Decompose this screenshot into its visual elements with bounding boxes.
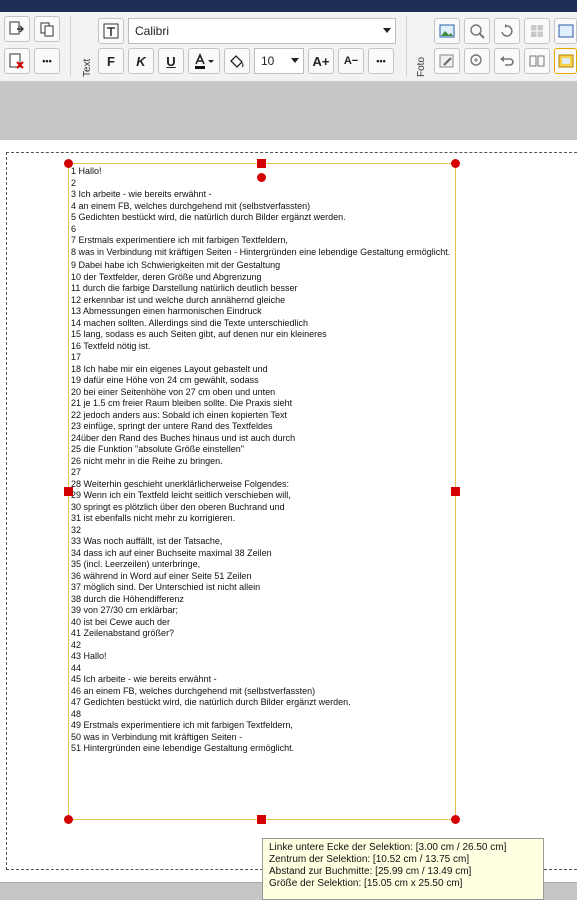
text-line: 21 je 1.5 cm freier Raum bleiben sollte. Die Praxis sieht: [71, 398, 293, 408]
bold-button[interactable]: F: [98, 48, 124, 74]
grow-font-button[interactable]: A+: [308, 48, 334, 74]
chevron-down-icon: [383, 28, 391, 33]
text-line: 7 Erstmals experimentiere ich mit farbigen Textfeldern,: [71, 235, 288, 245]
font-family-value: Calibri: [135, 24, 170, 38]
text-line: 48: [71, 708, 82, 719]
chevron-down-icon: [291, 58, 299, 63]
text-line: 43 Hallo!: [71, 651, 107, 661]
text-line: 47 Gedichten bestückt wird, die natürlich durch Bilder ergänzt werden.: [71, 697, 351, 707]
insert-page-icon[interactable]: [4, 16, 30, 42]
text-line: 51 Hintergründen eine lebendige Gestaltung ermöglicht.: [71, 743, 295, 753]
zoom-image-icon[interactable]: [464, 48, 490, 74]
frame-icon[interactable]: [554, 48, 577, 74]
text-group-label: Text: [82, 58, 93, 77]
text-line: 50 was in Verbindung mit kräftigen Seiten -: [71, 731, 243, 742]
text-line: 19 dafür eine Höhe von 24 cm gewählt, sodass: [71, 375, 259, 385]
text-line: 8 was in Verbindung mit kräftigen Seiten - Hintergründen eine lebendige Gestaltung ermöglicht.: [71, 246, 451, 257]
text-line: 5 Gedichten bestückt wird, die natürlich durch Bilder ergänzt werden.: [71, 212, 346, 222]
text-line: 12 erkennbar ist und welche durch annähernd gleiche: [71, 294, 286, 305]
tooltip-line: Linke untere Ecke der Selektion: [3.00 cm / 26.50 cm]: [269, 842, 507, 853]
text-line: 3 Ich arbeite - wie bereits erwähnt -: [71, 189, 212, 199]
text-frame-content[interactable]: [71, 166, 455, 755]
resize-handle-bottom-left[interactable]: [64, 815, 73, 824]
selection-info-tooltip: [262, 838, 544, 900]
text-line: 17: [71, 352, 82, 362]
text-line: 20 bei einer Seitenhöhe von 27 cm oben und unten: [71, 386, 276, 397]
text-line: 14 machen sollten. Allerdings sind die Texte unterschiedlich: [71, 317, 308, 328]
image-insert-icon[interactable]: [434, 18, 460, 44]
mirror-icon[interactable]: [524, 48, 550, 74]
window-title-bar: [0, 0, 577, 12]
text-line: 27: [71, 467, 82, 477]
text-line: 35 (incl. Leerzeilen) unterbringe,: [71, 559, 201, 569]
text-line: 11 durch die farbige Darstellung natürlich deutlich besser: [71, 283, 298, 293]
copy-page-icon[interactable]: [34, 16, 60, 42]
text-line: 30 springt es plötzlich über den oberen Buchrand und: [71, 501, 285, 512]
text-line: 39 von 27/30 cm erklärbar;: [71, 605, 179, 615]
edit-image-icon[interactable]: [434, 48, 460, 74]
more-options-button[interactable]: •••: [34, 48, 60, 74]
text-line: 15 lang, sodass es auch Seiten gibt, auf denen nur ein kleineres: [71, 329, 327, 339]
crop-icon[interactable]: [464, 18, 490, 44]
text-line: 49 Erstmals experimentiere ich mit farbigen Textfeldern,: [71, 720, 293, 730]
tooltip-line: Zentrum der Selektion: [10.52 cm / 13.75 cm]: [269, 854, 470, 865]
text-line: 36 während in Word auf einer Seite 51 Zeilen: [71, 570, 252, 581]
text-line: 6: [71, 223, 77, 234]
text-line: 37 möglich sind. Der Unterschied ist nicht allein: [71, 582, 261, 592]
text-line: 23 einfüge, springt der untere Rand des Textfeldes: [71, 421, 273, 431]
italic-button[interactable]: K: [128, 48, 154, 74]
image-options-icon[interactable]: [554, 18, 577, 44]
tooltip-line: Größe der Selektion: [15.05 cm x 25.50 cm]: [269, 878, 463, 889]
underline-button[interactable]: U: [158, 48, 184, 74]
ribbon-separator: [406, 16, 407, 76]
text-line: 22 jedoch anders aus: Sobald ich einen kopierten Text: [71, 409, 287, 420]
text-line: 1 Hallo!: [71, 166, 102, 176]
undo-image-icon[interactable]: [494, 48, 520, 74]
text-line: 25 die Funktion "absolute Größe einstellen": [71, 444, 244, 454]
text-line: 46 an einem FB, welches durchgehend mit (selbstverfassten): [71, 685, 316, 696]
text-line: 31 ist ebenfalls nicht mehr zu korrigieren.: [71, 513, 236, 523]
ribbon-separator: [70, 16, 71, 76]
effects-icon[interactable]: [524, 18, 550, 44]
text-line: 18 Ich habe mir ein eigenes Layout gebastelt und: [71, 363, 268, 374]
text-line: 28 Weiterhin geschieht unerklärlicherweise Folgendes:: [71, 478, 289, 489]
rotate-icon[interactable]: [494, 18, 520, 44]
text-line: 16 Textfeld nötig ist.: [71, 340, 151, 351]
font-size-value: 10: [261, 54, 275, 68]
text-line: 33 Was noch auffällt, ist der Tatsache,: [71, 536, 223, 546]
text-line: 10 der Textfelder, deren Größe und Abgrenzung: [71, 271, 262, 282]
text-line: 45 Ich arbeite - wie bereits erwähnt -: [71, 674, 217, 684]
text-line: 42: [71, 639, 82, 650]
text-fill-icon[interactable]: [224, 48, 250, 74]
font-size-select[interactable]: [254, 48, 304, 74]
font-family-select[interactable]: [128, 18, 396, 44]
resize-handle-bottom[interactable]: [257, 815, 266, 824]
text-line: 34 dass ich auf einer Buchseite maximal 38 Zeilen: [71, 547, 272, 558]
text-line: 26 nicht mehr in die Reihe zu bringen.: [71, 455, 223, 466]
text-line: 38 durch die Höhendifferenz: [71, 593, 184, 604]
text-line: 24über den Rand des Buches hinaus und ist auch durch: [71, 432, 296, 443]
resize-handle-bottom-right[interactable]: [451, 815, 460, 824]
text-line: 40 ist bei Cewe auch der: [71, 616, 171, 627]
text-line: 29 Wenn ich ein Textfeld leicht seitlich verschieben will,: [71, 490, 291, 500]
delete-page-icon[interactable]: [4, 48, 30, 74]
text-line: 2: [71, 177, 77, 188]
more-text-options-button[interactable]: •••: [368, 48, 394, 74]
shrink-font-button[interactable]: A−: [338, 48, 364, 74]
text-line: 44: [71, 662, 82, 673]
text-line: 9 Dabei habe ich Schwierigkeiten mit der Gestaltung: [71, 260, 281, 270]
text-line: 4 an einem FB, welches durchgehend mit (selbstverfassten): [71, 200, 311, 211]
text-style-icon[interactable]: [98, 18, 124, 44]
text-line: 41 Zeilenabstand größer?: [71, 628, 175, 638]
photo-group-label: Foto: [416, 56, 427, 77]
canvas-background: [0, 82, 577, 140]
font-color-button[interactable]: [188, 48, 220, 74]
text-line: 32: [71, 524, 82, 535]
tooltip-line: Abstand zur Buchmitte: [25.99 cm / 13.49 cm]: [269, 866, 472, 877]
text-line: 13 Abmessungen einen harmonischen Eindruck: [71, 306, 262, 316]
